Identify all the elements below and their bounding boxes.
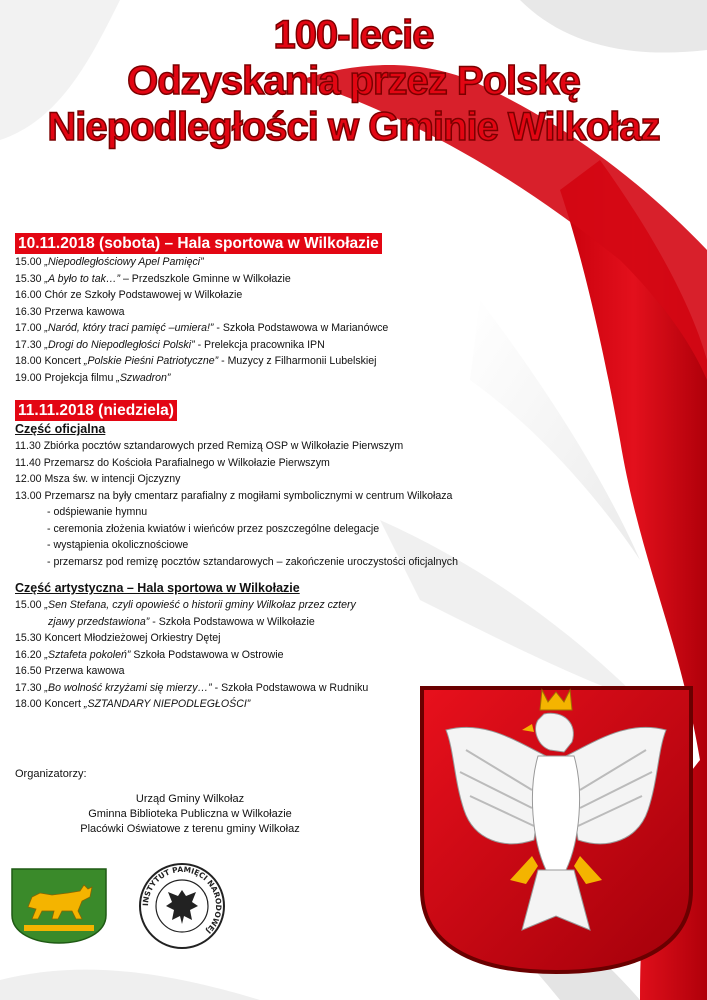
list-item: 13.00 Przemarsz na były cmentarz parafialny z mogiłami symbolicznymi w centrum Wilkołaza [15, 489, 453, 502]
day2-heading: 11.11.2018 (niedziela) [15, 400, 177, 421]
list-item: 16.20 „Sztafeta pokoleń” Szkoła Podstawowa w Ostrowie [15, 648, 284, 661]
page-title [0, 12, 707, 150]
organizer: Placówki Oświatowe z terenu gminy Wilkołaz [80, 823, 300, 835]
ipn-seal-logo [138, 862, 226, 950]
organizers-list [40, 792, 340, 837]
list-item: 15.00 „Niepodległościowy Apel Pamięci” [15, 256, 204, 268]
polish-eagle-emblem [414, 680, 699, 980]
title-line-3: Niepodległości w Gminie Wilkołaz [47, 105, 660, 149]
list-item: 12.00 Msza św. w intencji Ojczyzny [15, 473, 181, 485]
sub-item: - odśpiewanie hymnu [47, 506, 148, 518]
list-item: 15.00 „Sen Stefana, czyli opowieść o historii gminy Wilkołaz przez cztery [15, 599, 356, 611]
list-item: 16.00 Chór ze Szkoły Podstawowej w Wilkołazie [15, 289, 243, 301]
list-item: 11.40 Przemarsz do Kościoła Parafialnego w Wilkołazie Pierwszym [15, 456, 330, 469]
artistic-list [15, 597, 458, 713]
official-heading: Część oficjalna [15, 422, 106, 436]
list-item: 16.30 Przerwa kawowa [15, 305, 125, 318]
list-item: 18.00 Koncert „SZTANDARY NIEPODLEGŁOŚCI” [15, 698, 251, 710]
artistic-heading: Część artystyczna – Hala sportowa w Wilkołazie [15, 581, 300, 595]
sub-item: - ceremonia złożenia kwiatów i wieńców przez poszczególne delegacje [47, 522, 380, 535]
official-list [15, 438, 458, 570]
list-item: 11.30 Zbiórka pocztów sztandarowych przed Remizą OSP w Wilkołazie Pierwszym [15, 440, 404, 452]
list-item: 18.00 Koncert „Polskie Pieśni Patriotyczne” - Muzycy z Filharmonii Lubelskiej [15, 355, 377, 367]
sub-item: - przemarsz pod remizę pocztów sztandarowych – zakończenie uroczystości oficjalnych [47, 555, 458, 568]
list-item: zjawy przedstawiona” - Szkoła Podstawowa w Wilkołazie [48, 615, 315, 628]
list-item: 19.00 Projekcja filmu „Szwadron” [15, 371, 171, 384]
day1-heading: 10.11.2018 (sobota) – Hala sportowa w Wilkołazie [15, 233, 382, 254]
ipn-seal-text: INSTYTUT PAMIĘCI NARODOWEJ [140, 864, 224, 936]
list-item: 17.30 „Bo wolność krzyżami się mierzy…” - Szkoła Podstawowa w Rudniku [15, 681, 369, 694]
organizer: Urząd Gminy Wilkołaz [135, 793, 245, 805]
sub-item: - wystąpienia okolicznościowe [47, 539, 189, 551]
gmina-crest-logo [10, 867, 108, 945]
list-item: 17.00 „Naród, który traci pamięć –umiera!” - Szkoła Podstawowa w Marianówce [15, 322, 389, 334]
organizer: Gminna Biblioteka Publiczna w Wilkołazie [88, 808, 292, 820]
day1-list [15, 254, 458, 386]
title-line-1: 100-lecie [273, 13, 434, 57]
list-item: 15.30 „A było to tak…” – Przedszkole Gminne w Wilkołazie [15, 272, 291, 285]
list-item: 16.50 Przerwa kawowa [15, 665, 125, 677]
list-item: 15.30 Koncert Młodzieżowej Orkiestry Dętej [15, 632, 221, 644]
list-item: 17.30 „Drogi do Niepodległości Polski” - Prelekcja pracownika IPN [15, 338, 325, 351]
program [15, 233, 458, 713]
organizers-label: Organizatorzy: [15, 768, 87, 780]
title-line-2: Odzyskania przez Polskę [127, 59, 580, 103]
